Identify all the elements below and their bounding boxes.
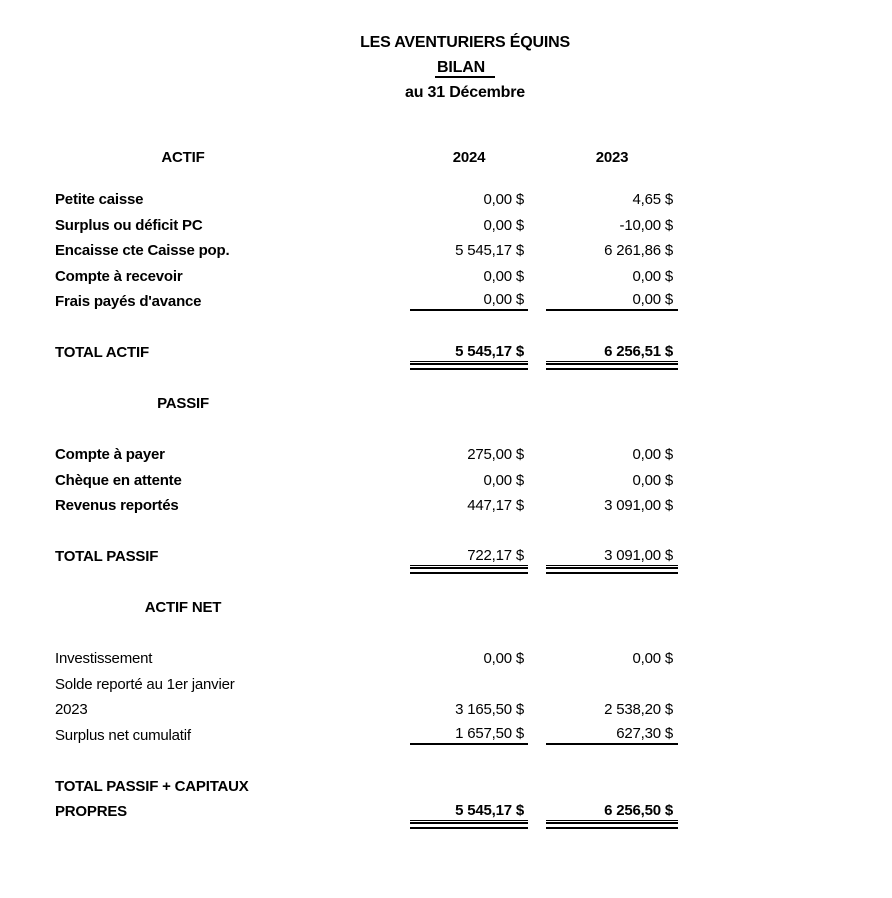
account-value-2024: 0,00 $ (410, 290, 528, 311)
account-value-2023: -10,00 $ (619, 216, 673, 234)
account-row-petite-caisse (55, 184, 892, 210)
total-value-2023: 6 256,50 $ (546, 801, 678, 821)
spacer (55, 413, 892, 439)
column-header-2023: 2023 (595, 148, 629, 166)
actif-header-row (55, 141, 892, 167)
total-label: TOTAL PASSIF (55, 548, 159, 565)
account-label: Chèque en attente (55, 471, 182, 489)
account-row-compte-a-recevoir (55, 260, 892, 286)
account-value-2024: 3 165,50 $ (455, 701, 524, 718)
account-value-2023: 3 091,00 $ (604, 497, 673, 514)
spacer (55, 745, 892, 771)
account-value-2024: 447,17 $ (467, 497, 524, 514)
account-row-revenus-reportes (55, 490, 892, 516)
actif-net-heading-row (55, 592, 892, 618)
total-value-2024: 5 545,17 $ (410, 801, 528, 821)
account-row-surplus-deficit-pc (55, 209, 892, 235)
account-label: Frais payés d'avance (55, 293, 202, 310)
account-label: Petite caisse (55, 191, 144, 208)
total-value-2023: 3 091,00 $ (546, 546, 678, 566)
account-value-2024: 0,00 $ (483, 267, 524, 285)
grand-total-label-row (55, 770, 892, 796)
spacer (55, 311, 892, 337)
account-value-2023: 627,30 $ (546, 724, 678, 745)
section-heading-actif-net: ACTIF NET (144, 599, 222, 616)
total-value-2023: 6 256,51 $ (546, 342, 678, 362)
balance-sheet-document (0, 30, 892, 821)
report-date: au 31 Décembre (405, 84, 525, 101)
account-label: Investissement (55, 650, 153, 667)
total-value-2024: 722,17 $ (410, 546, 528, 566)
account-value-2024: 0,00 $ (483, 191, 524, 208)
total-passif-row (55, 541, 892, 567)
company-name: LES AVENTURIERS ÉQUINS (360, 34, 570, 51)
account-label: Solde reporté au 1er janvier (55, 675, 235, 693)
account-value-2023: 4,65 $ (632, 191, 673, 208)
account-value-2024: 0,00 $ (483, 216, 524, 234)
account-row-investissement (55, 643, 892, 669)
total-label: TOTAL ACTIF (55, 344, 149, 361)
account-value-2023: 0,00 $ (632, 471, 673, 489)
account-value-2024: 275,00 $ (467, 446, 524, 463)
grand-total-row (55, 796, 892, 822)
account-label: Surplus net cumulatif (55, 726, 191, 744)
spacer (55, 167, 892, 184)
account-label: 2023 (55, 701, 88, 718)
spacer (55, 515, 892, 541)
account-row-encaisse (55, 235, 892, 261)
account-value-2024: 1 657,50 $ (410, 724, 528, 745)
report-title-text: BILAN (435, 59, 495, 78)
account-label: Compte à payer (55, 446, 165, 463)
account-row-solde-reporte-line1 (55, 668, 892, 694)
report-title (38, 55, 892, 80)
account-value-2024: 0,00 $ (483, 650, 524, 667)
section-heading-passif: PASSIF (157, 395, 209, 412)
account-label: Surplus ou déficit PC (55, 216, 203, 234)
report-header (38, 30, 892, 105)
total-label-line1: TOTAL PASSIF + CAPITAUX (55, 777, 249, 795)
column-header-2024: 2024 (452, 148, 486, 166)
total-label-line2: PROPRES (55, 803, 127, 820)
passif-heading-row (55, 388, 892, 414)
account-label: Encaisse cte Caisse pop. (55, 242, 230, 259)
account-row-surplus-net-cumulatif (55, 719, 892, 745)
account-row-cheque-en-attente (55, 464, 892, 490)
account-row-compte-a-payer (55, 439, 892, 465)
account-value-2023: 0,00 $ (546, 290, 678, 311)
account-row-frais-payes (55, 286, 892, 312)
account-value-2023: 0,00 $ (632, 650, 673, 667)
account-value-2024: 5 545,17 $ (455, 242, 524, 259)
account-row-solde-reporte-line2 (55, 694, 892, 720)
total-actif-row (55, 337, 892, 363)
balance-sheet-table (55, 141, 892, 821)
account-value-2024: 0,00 $ (483, 471, 524, 489)
account-value-2023: 6 261,86 $ (604, 242, 673, 259)
account-label: Revenus reportés (55, 497, 179, 514)
spacer (55, 617, 892, 643)
account-value-2023: 2 538,20 $ (604, 701, 673, 718)
section-heading-actif: ACTIF (161, 148, 205, 166)
account-value-2023: 0,00 $ (632, 446, 673, 463)
account-value-2023: 0,00 $ (632, 267, 673, 285)
account-label: Compte à recevoir (55, 267, 183, 285)
total-value-2024: 5 545,17 $ (410, 342, 528, 362)
